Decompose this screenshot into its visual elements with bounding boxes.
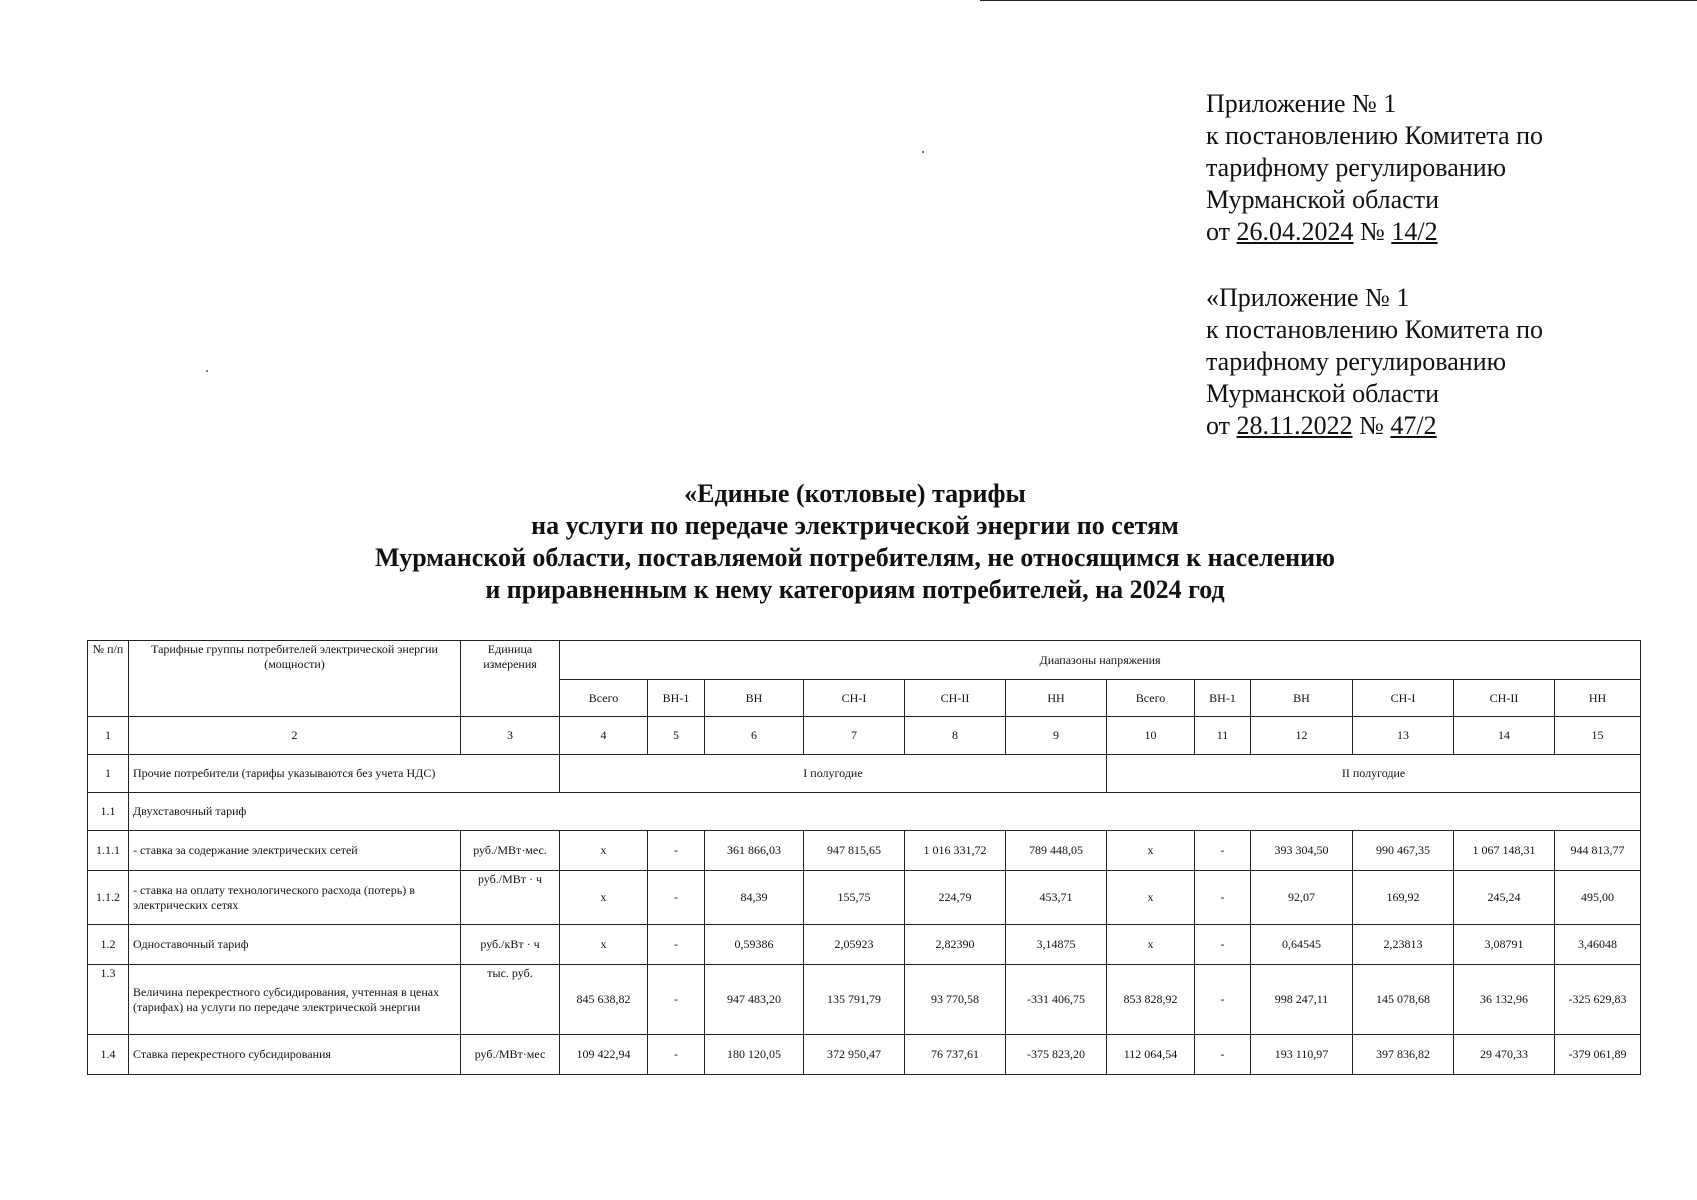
cell-value: 998 247,11 (1251, 965, 1353, 1035)
header-level: ВН (705, 680, 804, 717)
cell-value: 1 016 331,72 (905, 831, 1006, 871)
row-number: 1 (88, 755, 129, 793)
cell-value: 109 422,94 (560, 1035, 648, 1075)
cell-value: - (648, 925, 705, 965)
cell-value: 193 110,97 (1251, 1035, 1353, 1075)
subsection-label: Двухставочный тариф (129, 793, 1641, 831)
column-number: 11 (1195, 717, 1251, 755)
cell-value: 180 120,05 (705, 1035, 804, 1075)
cell-value: - (1195, 871, 1251, 925)
appendix-line: тарифному регулированию (1206, 347, 1507, 376)
half-year-2-label: II полугодие (1107, 755, 1641, 793)
title-line: Мурманской области, поставляемой потребителям, не относящимся к населению (375, 543, 1335, 572)
column-number: 12 (1251, 717, 1353, 755)
top-border-line (980, 0, 1697, 1)
cell-value: 0,64545 (1251, 925, 1353, 965)
appendix-date-line (1206, 216, 1543, 248)
cell-value: - (648, 1035, 705, 1075)
cell-value: 76 737,61 (905, 1035, 1006, 1075)
header-level: СН-II (905, 680, 1006, 717)
column-number: 3 (461, 717, 560, 755)
column-number: 2 (129, 717, 461, 755)
column-number: 13 (1353, 717, 1454, 755)
row-unit: руб./МВт · ч (461, 871, 560, 925)
appendix-line: к постановлению Комитета по (1206, 121, 1544, 150)
table-row (88, 871, 1641, 925)
cell-value: 361 866,03 (705, 831, 804, 871)
header-level: СН-I (1353, 680, 1454, 717)
cell-value: 397 836,82 (1353, 1035, 1454, 1075)
header-level: СН-II (1454, 680, 1555, 717)
appendix-line: «Приложение № 1 (1206, 283, 1410, 312)
cell-value: 0,59386 (705, 925, 804, 965)
cell-value: х (560, 925, 648, 965)
row-number: 1.1 (88, 793, 129, 831)
cell-value: - (1195, 831, 1251, 871)
appendix-line: тарифному регулированию (1206, 153, 1507, 182)
table-row (88, 1035, 1641, 1075)
cell-value: - (1195, 1035, 1251, 1075)
cell-value: 3,46048 (1555, 925, 1641, 965)
appendix-line: Приложение № 1 (1206, 89, 1397, 118)
column-number: 6 (705, 717, 804, 755)
column-number: 8 (905, 717, 1006, 755)
cell-value: -379 061,89 (1555, 1035, 1641, 1075)
cell-value: 245,24 (1454, 871, 1555, 925)
tariff-table (87, 640, 1641, 1075)
column-number: 9 (1006, 717, 1107, 755)
appendix-line: к постановлению Комитета по (1206, 315, 1544, 344)
column-number: 4 (560, 717, 648, 755)
cell-value: 155,75 (804, 871, 905, 925)
cell-value: х (1107, 831, 1195, 871)
cell-value: х (560, 871, 648, 925)
header-level: НН (1006, 680, 1107, 717)
header-row (88, 641, 1641, 680)
cell-value: - (1195, 925, 1251, 965)
header-level: НН (1555, 680, 1641, 717)
cell-value: х (1107, 925, 1195, 965)
row-label: Ставка перекрестного субсидирования (129, 1035, 461, 1075)
title-line: «Единые (котловые) тарифы (684, 479, 1026, 508)
header-level: ВН-1 (1195, 680, 1251, 717)
row-unit: руб./МВт·мес (461, 1035, 560, 1075)
cell-value: 169,92 (1353, 871, 1454, 925)
cell-value: 2,23813 (1353, 925, 1454, 965)
subsection-row (88, 793, 1641, 831)
row-label: - ставка на оплату технологического расхода (потерь) в электрических сетях (129, 871, 461, 925)
row-number: 1.1.1 (88, 831, 129, 871)
date-prefix: от (1206, 411, 1231, 440)
cell-value: 947 815,65 (804, 831, 905, 871)
appendix-line: Мурманской области (1206, 185, 1439, 214)
cell-value: 3,08791 (1454, 925, 1555, 965)
row-unit: руб./МВт·мес. (461, 831, 560, 871)
title-line: и приравненным к нему категориям потребителей, на 2024 год (485, 575, 1225, 604)
cell-value: 853 828,92 (1107, 965, 1195, 1035)
cell-value: 1 067 148,31 (1454, 831, 1555, 871)
column-number: 15 (1555, 717, 1641, 755)
appendix-line: Мурманской области (1206, 379, 1439, 408)
row-number: 1.4 (88, 1035, 129, 1075)
cell-value: 36 132,96 (1454, 965, 1555, 1035)
section-row (88, 755, 1641, 793)
cell-value: - (648, 831, 705, 871)
document-title (200, 478, 1510, 606)
row-unit: тыс. руб. (461, 965, 560, 1035)
column-number: 1 (88, 717, 129, 755)
header-level: ВН-1 (648, 680, 705, 717)
cell-value: 224,79 (905, 871, 1006, 925)
cell-value: 393 304,50 (1251, 831, 1353, 871)
scan-speck (206, 370, 208, 372)
cell-value: 135 791,79 (804, 965, 905, 1035)
table-row (88, 831, 1641, 871)
header-level: Всего (1107, 680, 1195, 717)
scan-speck (922, 151, 924, 153)
table-row (88, 925, 1641, 965)
cell-value: 112 064,54 (1107, 1035, 1195, 1075)
row-number: 1.3 (88, 965, 129, 1035)
cell-value: 3,14875 (1006, 925, 1107, 965)
cell-value: х (560, 831, 648, 871)
section-label: Прочие потребители (тарифы указываются без учета НДС) (129, 755, 560, 793)
cell-value: 92,07 (1251, 871, 1353, 925)
cell-value: - (1195, 965, 1251, 1035)
column-number: 10 (1107, 717, 1195, 755)
header-level: Всего (560, 680, 648, 717)
appendix-date-line (1206, 410, 1543, 442)
table-row (88, 965, 1641, 1035)
cell-value: -331 406,75 (1006, 965, 1107, 1035)
resolution-date: 28.11.2022 (1236, 411, 1353, 440)
number-sign: № (1359, 411, 1384, 440)
cell-value: 2,05923 (804, 925, 905, 965)
cell-value: 29 470,33 (1454, 1035, 1555, 1075)
cell-value: 84,39 (705, 871, 804, 925)
cell-value: - (648, 871, 705, 925)
header-level: ВН (1251, 680, 1353, 717)
header-num: № п/п (88, 641, 129, 717)
half-year-1-label: I полугодие (560, 755, 1107, 793)
cell-value: 372 950,47 (804, 1035, 905, 1075)
resolution-number: 47/2 (1390, 411, 1437, 440)
row-label: Одноставочный тариф (129, 925, 461, 965)
cell-value: -325 629,83 (1555, 965, 1641, 1035)
cell-value: 944 813,77 (1555, 831, 1641, 871)
cell-value: 495,00 (1555, 871, 1641, 925)
row-label: Величина перекрестного субсидирования, учтенная в ценах (тарифах) на услуги по передаче электрической энергии (129, 965, 461, 1035)
cell-value: 145 078,68 (1353, 965, 1454, 1035)
cell-value: 789 448,05 (1006, 831, 1107, 871)
header-voltage-ranges: Диапазоны напряжения (560, 641, 1641, 680)
number-sign: № (1360, 217, 1385, 246)
column-number: 5 (648, 717, 705, 755)
title-line: на услуги по передаче электрической энергии по сетям (531, 511, 1179, 540)
appendix-header-previous (1206, 282, 1543, 442)
cell-value: 845 638,82 (560, 965, 648, 1035)
header-level: СН-I (804, 680, 905, 717)
column-number-row (88, 717, 1641, 755)
cell-value: -375 823,20 (1006, 1035, 1107, 1075)
cell-value: х (1107, 871, 1195, 925)
resolution-date: 26.04.2024 (1236, 217, 1354, 246)
column-number: 7 (804, 717, 905, 755)
header-unit: Единица измерения (461, 641, 560, 717)
appendix-header-current (1206, 88, 1543, 248)
row-unit: руб./кВт · ч (461, 925, 560, 965)
column-number: 14 (1454, 717, 1555, 755)
header-group: Тарифные группы потребителей электрической энергии (мощности) (129, 641, 461, 717)
row-number: 1.2 (88, 925, 129, 965)
cell-value: 947 483,20 (705, 965, 804, 1035)
cell-value: 453,71 (1006, 871, 1107, 925)
cell-value: 990 467,35 (1353, 831, 1454, 871)
cell-value: 93 770,58 (905, 965, 1006, 1035)
cell-value: 2,82390 (905, 925, 1006, 965)
resolution-number: 14/2 (1391, 217, 1438, 246)
date-prefix: от (1206, 217, 1231, 246)
row-number: 1.1.2 (88, 871, 129, 925)
cell-value: - (648, 965, 705, 1035)
row-label: - ставка за содержание электрических сетей (129, 831, 461, 871)
